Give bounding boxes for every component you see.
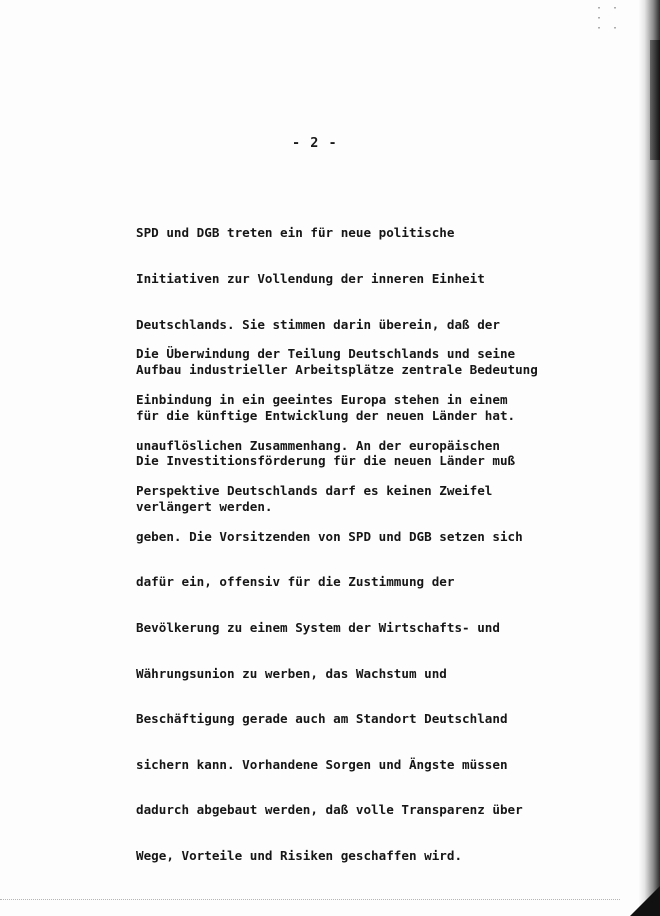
scan-bottom-corner-shadow <box>630 886 660 916</box>
text-line: dafür ein, offensiv für die Zustimmung der <box>136 574 455 590</box>
text-line: Initiativen zur Vollendung der inneren Einheit <box>136 271 485 286</box>
text-line: Perspektive Deutschlands darf es keinen Zweifel <box>136 483 493 499</box>
scan-bottom-edge-noise <box>0 899 620 902</box>
text-line: Aufbau industrieller Arbeitsplätze zentrale Bedeutung <box>136 362 538 378</box>
text-line: Deutschlands. Sie stimmen darin überein, daß der <box>136 316 500 332</box>
text-line: geben. Die Vorsitzenden von SPD und DGB setzen sich <box>136 528 523 544</box>
scan-right-edge-dark-mark <box>650 40 660 160</box>
text-line: dadurch abgebaut werden, daß volle Transparenz über <box>136 802 523 818</box>
text-line: Wege, Vorteile und Risiken geschaffen wird. <box>136 847 463 863</box>
text-line: Die Überwindung der Teilung Deutschlands und seine <box>136 346 516 362</box>
text-line: für die künftige Entwicklung der neuen Länder hat. <box>136 407 516 423</box>
page-number: - 2 - <box>292 135 338 151</box>
scan-corner-specks: · · · · · <box>596 3 621 34</box>
text-line: Einbindung in ein geeintes Europa stehen in einem <box>136 392 508 407</box>
text-line: verlängert werden. <box>136 498 273 514</box>
text-line: Bevölkerung zu einem System der Wirtschafts- und <box>136 619 500 635</box>
text-line: SPD und DGB treten ein für neue politische <box>136 225 455 241</box>
text-line: Beschäftigung gerade auch am Standort Deutschland <box>136 711 508 727</box>
text-line: unauflöslichen Zusammenhang. An der europäischen <box>136 437 500 453</box>
text-line: sichern kann. Vorhandene Sorgen und Ängste müssen <box>136 756 508 772</box>
text-line: Währungsunion zu werben, das Wachstum und <box>136 665 447 681</box>
text-line: Die Investitionsförderung für die neuen Länder muß <box>136 453 516 469</box>
paragraph-2 <box>136 316 523 894</box>
